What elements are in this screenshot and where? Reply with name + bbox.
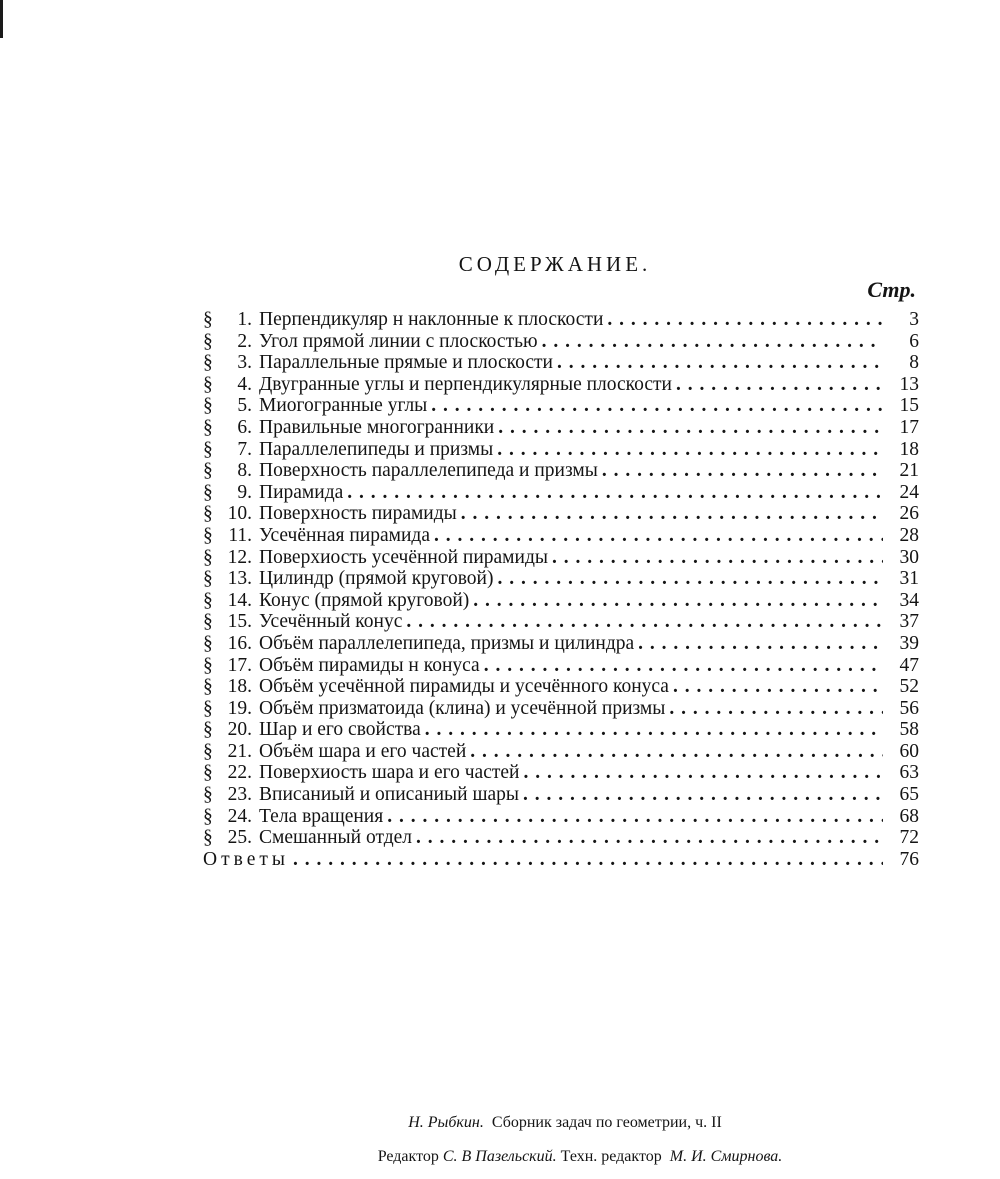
toc-entry-number: 22. [227,762,252,784]
toc-entry-page: 26 [899,503,919,525]
dot-leader [542,331,883,353]
dot-leader [406,611,883,633]
table-of-contents [203,309,919,870]
section-sign: § [203,611,213,633]
imprint-author: Н. Рыбкин. [408,1114,484,1131]
toc-entry [203,460,919,482]
dot-leader [347,482,883,504]
dot-leader [602,460,883,482]
toc-entry-answers [203,849,919,871]
toc-entry-number: 20. [227,719,252,741]
toc-entry-title: Миогогранные углы [259,395,428,417]
toc-entry-title: Перпендикуляр н наклонные к плоскости [259,309,604,330]
section-sign: § [203,395,213,417]
toc-entry-title: Тела вращения [259,805,384,827]
dot-leader [484,655,883,677]
toc-entry-number: 23. [227,784,252,806]
toc-entry-page: 72 [899,827,919,849]
toc-entry-title: Ответы [203,848,289,870]
section-sign: § [203,481,213,503]
toc-entry [203,395,919,417]
dot-leader [497,568,883,590]
toc-entry-number: 24. [227,805,252,827]
toc-entry-title: Шар и его свойства [259,719,421,741]
toc-entry-number: 13. [227,568,252,590]
dot-leader [470,741,883,763]
section-sign: § [203,546,213,568]
toc-entry [203,568,919,590]
toc-entry [203,482,919,504]
toc-entry-page: 30 [899,546,919,568]
toc-entry-title: Усечённый конус [259,611,403,633]
toc-entry [203,503,919,525]
imprint-editor-label: Редактор [377,1148,439,1165]
toc-entry-number: 2. [237,330,252,352]
dot-leader [676,374,883,396]
toc-entry-title: Объём усечённой пирамиды и усечённого конуса [259,676,669,698]
toc-entry-number: 19. [227,697,252,719]
section-sign: § [203,460,213,482]
section-sign: § [203,438,213,460]
toc-entry-number: 21. [227,740,252,762]
toc-entry-number: 9. [237,481,252,503]
toc-entry-page: 24 [899,481,919,503]
toc-entry-number: 1. [237,309,252,330]
section-sign: § [203,805,213,827]
dot-leader [473,590,883,612]
toc-entry-page: 47 [899,654,919,676]
dot-leader [673,676,883,698]
toc-entry-page: 56 [899,697,919,719]
dot-leader [416,827,883,849]
dot-leader [523,784,883,806]
toc-entry-page: 68 [899,805,919,827]
toc-entry [203,633,919,655]
toc-entry-number: 7. [237,438,252,460]
toc-entry [203,655,919,677]
toc-entry-page: 37 [899,611,919,633]
toc-entry-title: Смешанный отдел [259,827,413,849]
toc-entry-number: 5. [237,395,252,417]
toc-entry-title: Объём пирамиды н конуса [259,654,480,676]
imprint-editor-name: С. В Пазельский. [442,1148,557,1165]
toc-entry [203,331,919,353]
toc-entry-page: 39 [899,632,919,654]
toc-entry [203,719,919,741]
toc-entry [203,762,919,784]
dot-leader [523,762,883,784]
toc-entry-number: 16. [227,632,252,654]
dot-leader [607,309,883,331]
toc-entry-number: 15. [227,611,252,633]
section-sign: § [203,762,213,784]
toc-entry-number: 25. [227,827,252,849]
toc-entry [203,309,919,331]
toc-entry-title: Конус (прямой круговой) [259,589,470,611]
toc-entry-page: 65 [899,784,919,806]
toc-entry [203,525,919,547]
toc-entry-number: 18. [227,676,252,698]
section-sign: § [203,676,213,698]
dot-leader [431,395,883,417]
toc-entry-number: 4. [237,373,252,395]
toc-entry-page: 18 [899,438,919,460]
toc-entry-title: Параллелепипеды и призмы [259,438,494,460]
section-sign: § [203,524,213,546]
toc-entry-page: 76 [899,848,919,870]
toc-entry-page: 6 [909,330,919,352]
toc-entry-page: 15 [899,395,919,417]
imprint-book-line [0,1114,1000,1132]
toc-entry-number: 17. [227,654,252,676]
toc-entry [203,417,919,439]
toc-entry-number: 10. [227,503,252,525]
toc-entry [203,827,919,849]
toc-entry-number: 3. [237,352,252,374]
section-sign: § [203,589,213,611]
toc-entry [203,352,919,374]
toc-entry-number: 8. [237,460,252,482]
section-sign: § [203,330,213,352]
section-sign: § [203,719,213,741]
toc-entry-page: 63 [899,762,919,784]
toc-entry-page: 21 [899,460,919,482]
section-sign: § [203,309,213,330]
toc-entry-number: 6. [237,416,252,438]
toc-entry-page: 13 [899,373,919,395]
toc-entry [203,547,919,569]
toc-entry-page: 58 [899,719,919,741]
toc-entry-page: 8 [909,352,919,374]
toc-entry-title: Поверхность параллелепипеда и призмы [259,460,598,482]
toc-entry-title: Объём призматоида (клина) и усечённой призмы [259,697,666,719]
dot-leader [498,417,883,439]
section-sign: § [203,827,213,849]
section-sign: § [203,654,213,676]
dot-leader [669,698,883,720]
toc-entry [203,374,919,396]
toc-entry-number: 12. [227,546,252,568]
toc-entry-page: 31 [899,568,919,590]
toc-entry-title: Поверхиость шара и его частей [259,762,520,784]
dot-leader [638,633,883,655]
toc-entry-title: Двугранные углы и перпендикулярные плоскости [259,373,672,395]
dot-leader [461,503,883,525]
toc-entry-page: 17 [899,416,919,438]
section-sign: § [203,352,213,374]
toc-entry-title: Объём параллелепипеда, призмы и цилиндра [259,632,635,654]
dot-leader [552,547,883,569]
toc-entry-number: 11. [228,524,252,546]
dot-leader [425,719,883,741]
toc-entry [203,611,919,633]
dot-leader [557,352,883,374]
imprint-book-title: Сборник задач по геометрии, ч. II [491,1114,722,1131]
toc-entry [203,590,919,612]
section-sign: § [203,416,213,438]
imprint-tech-label: Техн. редактор [560,1148,662,1165]
toc-entry [203,741,919,763]
toc-entry-title: Поверхиость усечённой пирамиды [259,546,548,568]
section-sign: § [203,784,213,806]
section-sign: § [203,503,213,525]
section-sign: § [203,568,213,590]
imprint-editors-line [0,1148,1000,1166]
section-sign: § [203,632,213,654]
dot-leader [293,849,883,871]
toc-entry-title: Параллельные прямые и плоскости [259,352,553,374]
toc-entry [203,439,919,461]
toc-entry-number: 14. [227,589,252,611]
toc-entry-title: Усечённая пирамида [259,524,430,546]
toc-entry-title: Цилиндр (прямой круговой) [259,568,494,590]
toc-entry-title: Поверхность пирамиды [259,503,457,525]
section-sign: § [203,373,213,395]
scan-edge-mark [0,0,3,38]
section-sign: § [203,740,213,762]
page-column-label: Стр. [867,277,916,302]
toc-entry-page: 60 [899,740,919,762]
dot-leader [497,439,883,461]
toc-entry-title: Объём шара и его частей [259,740,467,762]
dot-leader [387,806,883,828]
toc-entry-title: Вписаниый и описаниый шары [259,784,519,806]
toc-entry-page: 34 [899,589,919,611]
section-sign: § [203,697,213,719]
toc-entry-title: Правильные многогранники [259,416,495,438]
toc-entry-title: Угол прямой линии с плоскостью [259,330,538,352]
toc-entry-page: 28 [899,524,919,546]
toc-entry [203,676,919,698]
toc-entry-page: 3 [909,309,919,330]
toc-entry [203,698,919,720]
imprint-tech-name: М. И. Смирнова. [669,1148,783,1165]
contents-heading: СОДЕРЖАНИЕ. [458,252,652,276]
toc-entry [203,784,919,806]
toc-entry-page: 52 [899,676,919,698]
toc-entry-title: Пирамида [259,481,344,503]
dot-leader [434,525,883,547]
toc-entry [203,806,919,828]
